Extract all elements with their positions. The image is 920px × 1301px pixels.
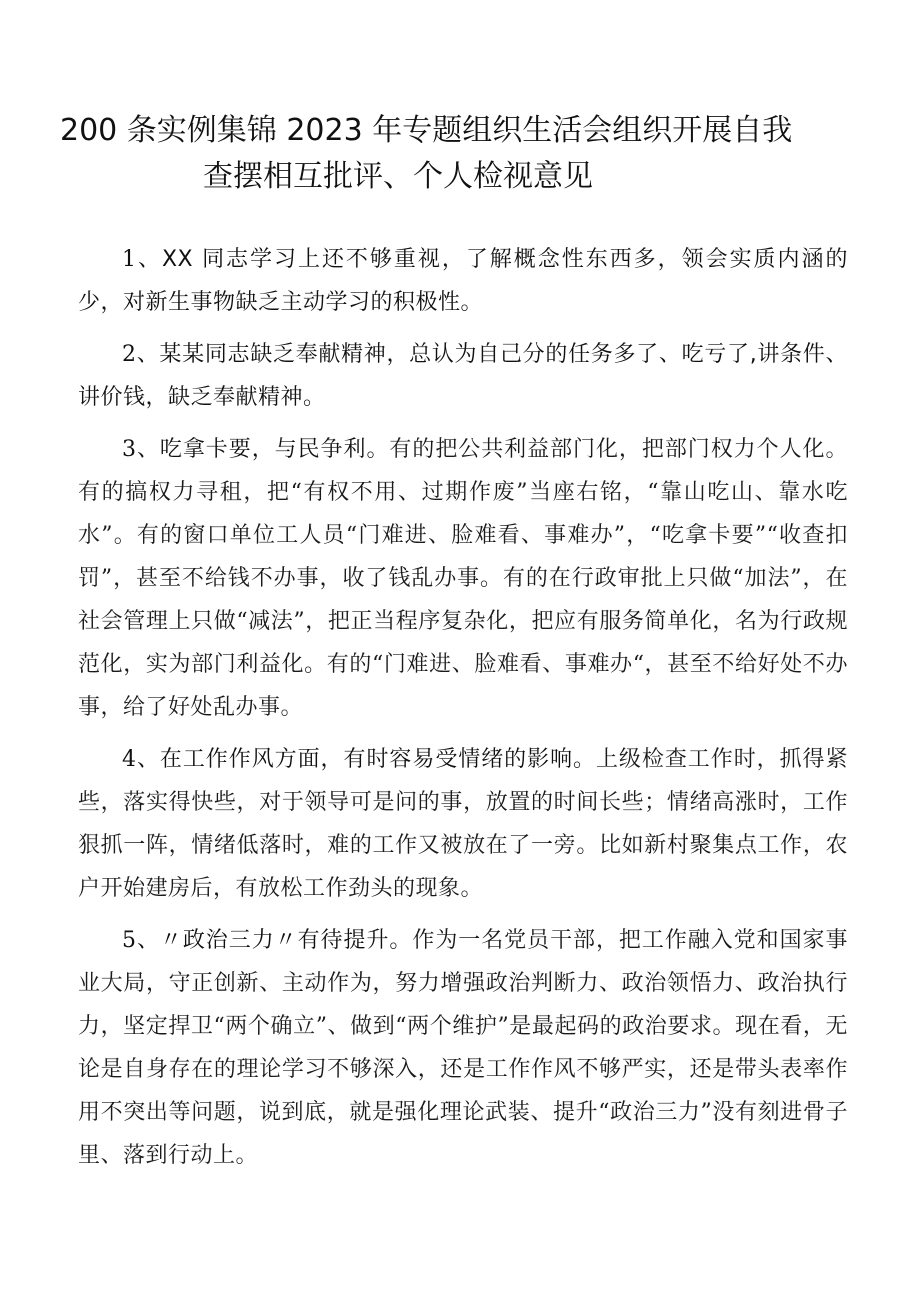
paragraph-text: 有的把公共利益部门化，把部门权力个人化。有的搞权力寻租，把“有权不用、过期作废”当座右铭，“靠山吃山、靠水吃水”。有的窗口单位工人员“门难进、脸难看、事难办”，“吃拿卡要”“收查扣罚”，甚至不给钱不办事，收了钱乱办事。有的在行政审批上只做“加法”，在社会管理上只做“减法”，把正当程序复杂化，把应有服务简单化，名为行政规范化，实为部门利益化。有的“门难进、脸难看、事难办“，甚至不给好处不办事，给了好处乱办事。 [78,437,848,720]
paragraph-3 [78,428,848,729]
paragraph-lead: XX 同志学习上还不够重视，了解概念性东西多，领会实质内涵的少，对新生事物缺乏主动学习的积极性。 [78,247,848,315]
paragraph-number: 1、 [122,247,162,272]
paragraph-text: 作为一名党员干部，把工作融入党和国家事业大局，守正创新、主动作为，努力增强政治判断力、政治领悟力、政治执行力，坚定捍卫“两个确立”、做到“两个维护”是最起码的政治要求。现在看，无论是自身存在的理论学习不够深入，还是工作作风不够严实，还是带头表率作用不突出等问题，说到底，就是强化理论武装、提升“政治三力”没有刻进骨子里、落到行动上。 [78,928,848,1168]
paragraph-2 [78,333,848,419]
paragraph-1 [78,238,848,324]
paragraph-lead: 某某同志缺乏奉献精神，总认为自己分的任务多了、吃亏了,讲条件、讲价钱，缺乏奉献精神。 [78,342,848,410]
paragraph-lead: 〃政治三力〃有待提升。 [159,928,413,953]
paragraph-lead: 在工作作风方面，有时容易受情绪的影响。 [159,747,596,772]
paragraph-5 [78,919,848,1177]
document-body [78,238,848,1186]
title-line-2: 查摆相互批评、个人检视意见 [203,159,593,194]
paragraph-number: 3、 [122,437,160,462]
paragraph-lead: 吃拿卡要，与民争利。 [159,437,390,462]
paragraph-number: 4、 [122,747,160,772]
paragraph-text: 上级检查工作时，抓得紧些，落实得快些，对于领导可是问的事，放置的时间长些；情绪高涨时，工作狠抓一阵，情绪低落时，难的工作又被放在了一旁。比如新村聚集点工作，农户开始建房后，有放松工作劲头的现象。 [78,747,848,901]
paragraph-number: 2、 [122,342,160,367]
title-line-1: 200 条实例集锦 2023 年专题组织生活会组织开展自我 [60,113,793,148]
document-title [60,108,870,200]
paragraph-4 [78,738,848,910]
paragraph-number: 5、 [122,928,160,953]
